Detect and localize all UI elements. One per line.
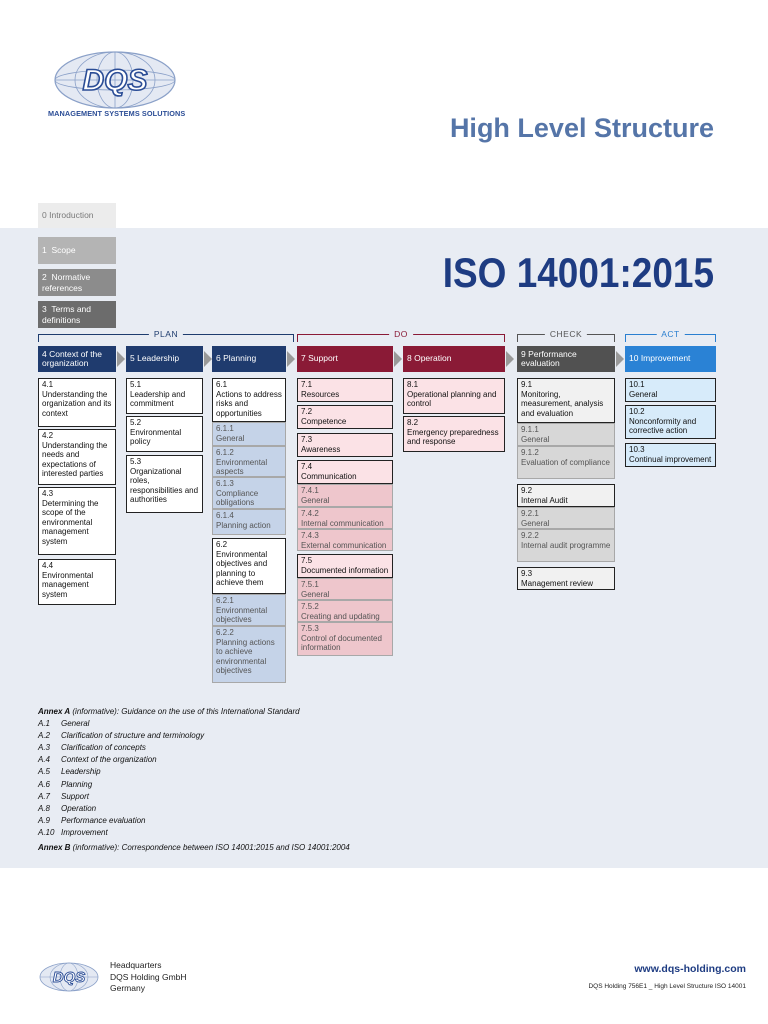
clause-6-1-1: 6.1.1 General (212, 422, 286, 446)
arrow-icon (204, 351, 212, 367)
annex-item: A.10 Improvement (38, 827, 108, 837)
svg-text:DQS: DQS (82, 64, 148, 97)
annex-list (38, 706, 458, 854)
clause-7-2: 7.2 Competence (297, 405, 393, 429)
phase-plan: PLAN (38, 334, 294, 342)
document-reference: DQS Holding 756E1 _ High Level Structure ISO 14001 (588, 983, 746, 990)
section-9-header: 9 Performance evaluation (517, 346, 615, 372)
clause-7-5-3: 7.5.3 Control of documented information (297, 622, 393, 656)
clause-6-2-1: 6.2.1 Environmental objectives (212, 594, 286, 626)
clause-3-terms: 3 Terms and definitions (38, 301, 116, 328)
arrow-icon (287, 351, 295, 367)
section-8-header: 8 Operation (403, 346, 505, 372)
clause-4-2: 4.2 Understanding the needs and expectations of interested parties (38, 429, 116, 485)
standard-title: ISO 14001:2015 (442, 249, 714, 296)
website-link[interactable]: www.dqs-holding.com (634, 963, 746, 975)
clause-5-1: 5.1 Leadership and commitment (126, 378, 203, 414)
clause-4-3: 4.3 Determining the scope of the environmental management system (38, 487, 116, 555)
clause-10-1: 10.1 General (625, 378, 716, 402)
document-title: High Level Structure (449, 113, 714, 143)
dqs-footer-logo (38, 958, 100, 996)
clause-5-2: 5.2 Environmental policy (126, 416, 203, 452)
clause-2-normative-references: 2 Normative references (38, 269, 116, 296)
clause-6-1: 6.1 Actions to address risks and opportunities (212, 378, 286, 422)
clause-0-introduction: 0 Introduction (38, 203, 116, 228)
clause-7-4-3: 7.4.3 External communication (297, 529, 393, 551)
annex-item: A.2 Clarification of structure and terminology (38, 731, 205, 741)
annex-item: A.3 Clarification of concepts (38, 743, 146, 753)
arrow-icon (616, 351, 624, 367)
annex-item: A.6 Planning (38, 779, 93, 789)
arrow-icon (394, 351, 402, 367)
clause-6-1-3: 6.1.3 Compliance obligations (212, 477, 286, 509)
clause-9-3: 9.3 Management review (517, 567, 615, 590)
section-10-header: 10 Improvement (625, 346, 716, 372)
clause-9-1-2: 9.1.2 Evaluation of compliance (517, 446, 615, 479)
phase-act: ACT (625, 334, 716, 342)
logo-tagline: MANAGEMENT SYSTEMS SOLUTIONS (48, 109, 186, 118)
clause-9-2-2: 9.2.2 Internal audit programme (517, 529, 615, 562)
dqs-globe-logo (48, 42, 186, 118)
clause-5-3: 5.3 Organizational roles, responsibilities and authorities (126, 455, 203, 513)
clause-7-3: 7.3 Awareness (297, 433, 393, 457)
clause-7-1: 7.1 Resources (297, 378, 393, 402)
clause-7-4: 7.4 Communication (297, 460, 393, 484)
clause-7-5-2: 7.5.2 Creating and updating (297, 600, 393, 622)
clause-8-1: 8.1 Operational planning and control (403, 378, 505, 414)
section-4-header: 4 Context of the organization (38, 346, 116, 372)
annex-a-heading: Annex A (informative): Guidance on the use of this International Standard (38, 707, 300, 716)
section-7-header: 7 Support (297, 346, 393, 372)
clause-9-1: 9.1 Monitoring, measurement, analysis and evaluation (517, 378, 615, 423)
clause-9-2-1: 9.2.1 General (517, 507, 615, 529)
clause-6-1-2: 6.1.2 Environmental aspects (212, 446, 286, 477)
phase-do: DO (297, 334, 505, 342)
clause-7-5: 7.5 Documented information (297, 554, 393, 578)
annex-item: A.4 Context of the organization (38, 755, 157, 765)
clause-9-2: 9.2 Internal Audit (517, 484, 615, 507)
clause-6-2-2: 6.2.2 Planning actions to achieve environmental objectives (212, 626, 286, 683)
clause-1-scope: 1 Scope (38, 237, 116, 264)
annex-item: A.9 Performance evaluation (38, 815, 146, 825)
clause-6-2: 6.2 Environmental objectives and planning to achieve them (212, 538, 286, 594)
phase-check: CHECK (517, 334, 615, 342)
headquarters-address: Headquarters DQS Holding GmbH Germany (110, 960, 187, 993)
clause-10-2: 10.2 Nonconformity and corrective action (625, 405, 716, 439)
arrow-icon (506, 351, 514, 367)
clause-7-5-1: 7.5.1 General (297, 578, 393, 600)
clause-7-4-2: 7.4.2 Internal communication (297, 507, 393, 529)
clause-9-1-1: 9.1.1 General (517, 423, 615, 446)
annex-item: A.5 Leadership (38, 767, 101, 777)
section-5-header: 5 Leadership (126, 346, 203, 372)
annex-b-heading: Annex B (informative): Correspondence between ISO 14001:2015 and ISO 14001:2004 (38, 843, 350, 853)
annex-item: A.1 General (38, 719, 90, 729)
clause-4-4: 4.4 Environmental management system (38, 559, 116, 605)
clause-4-1: 4.1 Understanding the organization and its context (38, 378, 116, 427)
clause-8-2: 8.2 Emergency preparedness and response (403, 416, 505, 452)
svg-text:DQS: DQS (52, 969, 86, 986)
clause-7-4-1: 7.4.1 General (297, 484, 393, 507)
section-6-header: 6 Planning (212, 346, 286, 372)
annex-item: A.7 Support (38, 791, 90, 801)
clause-10-3: 10.3 Continual improvement (625, 443, 716, 467)
clause-6-1-4: 6.1.4 Planning action (212, 509, 286, 535)
annex-item: A.8 Operation (38, 803, 97, 813)
arrow-icon (117, 351, 125, 367)
